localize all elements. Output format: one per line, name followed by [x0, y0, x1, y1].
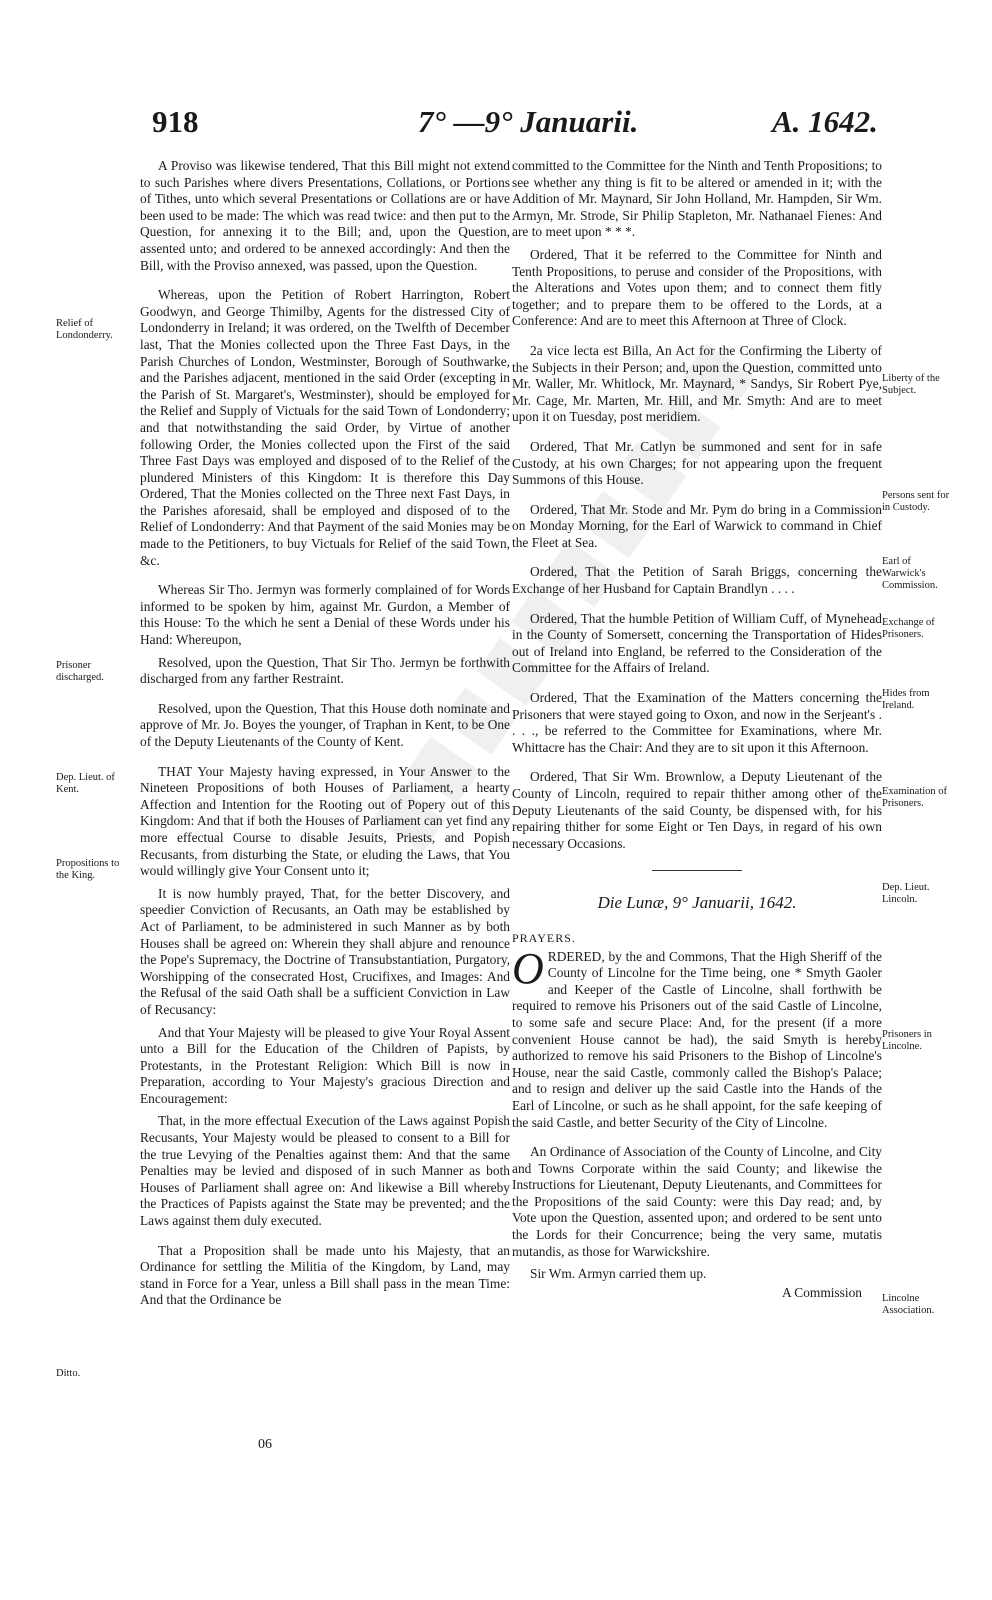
margin-note-warwick: Earl of Warwick's Commission.	[882, 556, 938, 591]
margin-note-lincolne-association: Lincolne Association.	[882, 1293, 935, 1316]
page-number: 918	[152, 104, 199, 139]
jermyn-paragraph: Whereas Sir Tho. Jermyn was formerly complained of for Words informed to be spoken by him, against Mr. Gurdon, a Member of this House: To the which he sent a Denial of these Words under his Hand: Whereupon,	[140, 582, 510, 648]
brownlow-paragraph: Ordered, That Sir Wm. Brownlow, a Deputy Lieutenant of the County of Lincoln, required to repair thither among other of the Deputy Lieutenants of the said County, be dispensed with, for his repairing thither for some Eight or Ten Days, in regard of his own necessary Occasions.	[512, 769, 882, 851]
ninth-tenth-paragraph: Ordered, That it be referred to the Committee for Ninth and Tenth Propositions, to peruse and consider of the Propositions, with the Alterations and Votes upon them; and to connect them fitly together; and to prepare them to be offered to the Lords, at a Conference: And are to meet this Afternoon at Three of Clock.	[512, 246, 882, 329]
margin-note-ditto: Ditto.	[56, 1368, 81, 1379]
margin-note-hides: Hides from Ireland.	[882, 688, 930, 711]
margin-note-prisoner-discharged: Prisoner discharged.	[56, 660, 104, 683]
prayers-label: PRAYERS.	[512, 930, 576, 945]
drop-cap: O	[512, 943, 544, 993]
londonderry-paragraph: Whereas, upon the Petition of Robert Harrington, Robert Goodwyn, and George Thimilby, Agents for the distressed City of Londonderry in Ireland; it was ordered, on the Twelfth of December last, That the Monies collected upon the Three Fast Days, in the Parish Churches of London, Westminster, Borough of Southwarke, and the Parishes adjacent, mentioned in the said Order (excepting in the Parish of St. Margaret's, Westminster), should be employed for the Relief and Supply of Victuals for the said Town of Londonderry; and that notwithstanding the said Order, by Virtue of another following Order, the Monies collected upon the First of the said Three Fast Days was employed and disposed of to the Relief of the plundered Ministers of this Kingdom: It is therefore this Day Ordered, That the Monies collected on the Three next Fast Days, in the Parishes aforesaid, shall be employed and disposed of to the Relief of Londonderry: And that Payment of the said Monies may be made to the Petitioners, to buy Victuals for Relief of the said Town, &c.	[140, 287, 510, 568]
committee-paragraph: committed to the Committee for the Ninth and Tenth Propositions; to see whether any thing is fit to be altered or amended in it; with the Addition of Mr. Maynard, Sir John Holland, Mr. Hampden, Sir Wm. Armyn, Mr. Strode, Sir Philip Stapleton, Mr. Nathanael Fienes: And are to meet upon * * *.	[512, 158, 882, 240]
margin-note-prisoners-lincolne: Prisoners in Lincolne.	[882, 1029, 932, 1052]
propositions-paragraph-3: And that Your Majesty will be pleased to give Your Royal Assent unto a Bill for the Education of the Children of Papists, by Protestants, in the Protestant Religion: Which Bill is now in Preparation, according to Your Majesty's gracious Direction and Encouragement:	[140, 1024, 510, 1106]
margin-note-dep-lieut-lincoln: Dep. Lieut. Lincoln.	[882, 882, 930, 905]
section-rule	[652, 870, 742, 871]
margin-note-examination: Examination of Prisoners.	[882, 786, 948, 809]
signature-mark: 06	[258, 1437, 272, 1452]
lincolne-prisoners-text: RDERED, by the and Commons, That the High Sheriff of the County of Lincolne for the Time being, one * Smyth Gaoler and Keeper of the Castle of Lincolne, shall forthwith be required to remove his Prisoners out of the said Castle of Lincolne, to some safe and secure Place: And, for the present (if a more convenient House cannot be had), the said Smyth is hereby authorized to remove his said Prisoners to the Bishop of Lincolne's House, near the said Castle, commonly called the Bishop's Palace; and to resign and deliver up the said Castle into the Hands of the Earl of Lincolne, or such as he shall appoint, for the safe keeping of the said Castle, and better Security of the City of Lincolne.	[512, 948, 882, 1130]
header-dates: 7° —9° Januarii.	[418, 104, 639, 139]
margin-note-persons-sent: Persons sent for in Custody.	[882, 490, 950, 513]
catlyn-paragraph: Ordered, That Mr. Catlyn be summoned and sent for in safe Custody, at his own Charges; for not appearing upon the frequent Summons of this House.	[512, 438, 882, 488]
margin-note-dep-lieut-kent: Dep. Lieut. of Kent.	[56, 772, 115, 795]
association-paragraph: An Ordinance of Association of the County of Lincolne, and City and Towns Corporate within the said County; and likewise the Instructions for Lieutenant, Deputy Lieutenants, and Committees for the Propositions of the said County: were this Day read; and, by Vote upon the Question, assented upon; and ordered to be sent unto the Lords for their Concurrence; being the very same, mutatis mutandis, as those for Warwickshire.	[512, 1144, 882, 1259]
margin-note-liberty: Liberty of the Subject.	[882, 373, 940, 396]
proviso-paragraph: A Proviso was likewise tendered, That this Bill might not extend to such Parishes where divers Presentations, Collations, or Portions of Tithes, unto which several Presentations or Collations are or have been used to be made: The which was read twice: and then put to the Question, for annexing it to the Bill; and, upon the Question, assented unto; and ordered to be annexed accordingly: And then the Bill, with the Proviso annexed, was passed, upon the Question.	[140, 158, 510, 273]
propositions-paragraph-2: It is now humbly prayed, That, for the better Discovery, and speedier Conviction of Recusants, an Oath may be established by Act of Parliament, to be administered in such Manner as by both Houses shall be agreed on: Wherein they shall abjure and renounce the Pope's Supremacy, the Doctrine of Transubstantiation, Purgatory, Worshipping of the consecrated Host, Crucifixes, and Images: And the Refusal of the said Oath shall be a sufficient Conviction in Law of Recusancy:	[140, 885, 510, 1017]
examination-paragraph: Ordered, That the Examination of the Matters concerning the Prisoners that were stayed going to Oxon, and now in the Serjeant's . . . ., be referred to the Committee for Examinations, where Mr. Whittacre has the Chair: And they are to sit upon it this Afternoon.	[512, 690, 882, 755]
liberty-paragraph: 2a vice lecta est Billa, An Act for the Confirming the Liberty of the Subjects in their Person; and, upon the Question, committed unto Mr. Waller, Mr. Whitlock, Mr. Maynard, * Sandys, Sir Robert Pye, Mr. Cage, Mr. Marten, Mr. Hill, and Mr. Smyth: And are to meet upon it on Tuesday, post meridiem.	[512, 342, 882, 425]
armyn-line: Sir Wm. Armyn carried them up.	[530, 1266, 707, 1282]
lincolne-prisoners-paragraph	[512, 943, 882, 1132]
right-column	[512, 158, 882, 1301]
briggs-paragraph: Ordered, That the Petition of Sarah Briggs, concerning the Exchange of her Husband for Captain Brandlyn . . . .	[512, 564, 882, 597]
header-year: A. 1642.	[772, 104, 878, 139]
kent-paragraph: Resolved, upon the Question, That this House doth nominate and approve of Mr. Jo. Boyes the younger, of Traphan in Kent, to be One of the Deputy Lieutenants of the County of Kent.	[140, 700, 510, 749]
margin-note-exchange: Exchange of Prisoners.	[882, 617, 935, 640]
militia-paragraph: That a Proposition shall be made unto his Majesty, that an Ordinance for settling the Militia of the Kingdom, by Land, may stand in Force for a Year, unless a Bill shall pass in the mean Time: And that the Ordinance be	[140, 1242, 510, 1308]
jermyn-resolved-paragraph: Resolved, upon the Question, That Sir Tho. Jermyn be forthwith discharged from any farther Restraint.	[140, 654, 510, 687]
propositions-paragraph-1: THAT Your Majesty having expressed, in Your Answer to the Nineteen Propositions of both Houses of Parliament, a hearty Affection and Intention for the Rooting out of Popery out of this Kingdom: And that if both the Houses of Parliament can yet find any more effectual Course to disable Jesuits, Priests, and Popish Recusants, from disturbing the State, or eluding the Laws, that You would willingly give Your Consent unto it;	[140, 763, 510, 879]
warwick-paragraph: Ordered, That Mr. Stode and Mr. Pym do bring in a Commission on Monday Morning, for the Earl of Warwick to command in Chief the Fleet at Sea.	[512, 501, 882, 550]
cuff-paragraph: Ordered, That the humble Petition of William Cuff, of Mynehead in the County of Somersett, concerning the Transportation of Hides out of Ireland into England, be referred to the Consideration of the Committee for the Affairs of Ireland.	[512, 610, 882, 676]
margin-note-propositions: Propositions to the King.	[56, 858, 120, 881]
catchword: A Commission	[782, 1284, 862, 1300]
margin-note-relief-londonderry: Relief of Londonderry.	[56, 318, 113, 341]
propositions-paragraph-4: That, in the more effectual Execution of the Laws against Popish Recusants, Your Majesty would be pleased to consent to a Bill for the true Levying of the Penalties against them: And that the same Penalties may be levied and disposed of in such Manner as both Houses of Parliament shall agree on: And likewise a Bill whereby the Practices of Papists against the State may be prevented; and the Laws against them duly executed.	[140, 1113, 510, 1229]
page-header	[0, 102, 992, 152]
day-heading: Die Lunæ, 9° Januarii, 1642.	[597, 893, 797, 913]
left-column	[140, 158, 510, 1315]
